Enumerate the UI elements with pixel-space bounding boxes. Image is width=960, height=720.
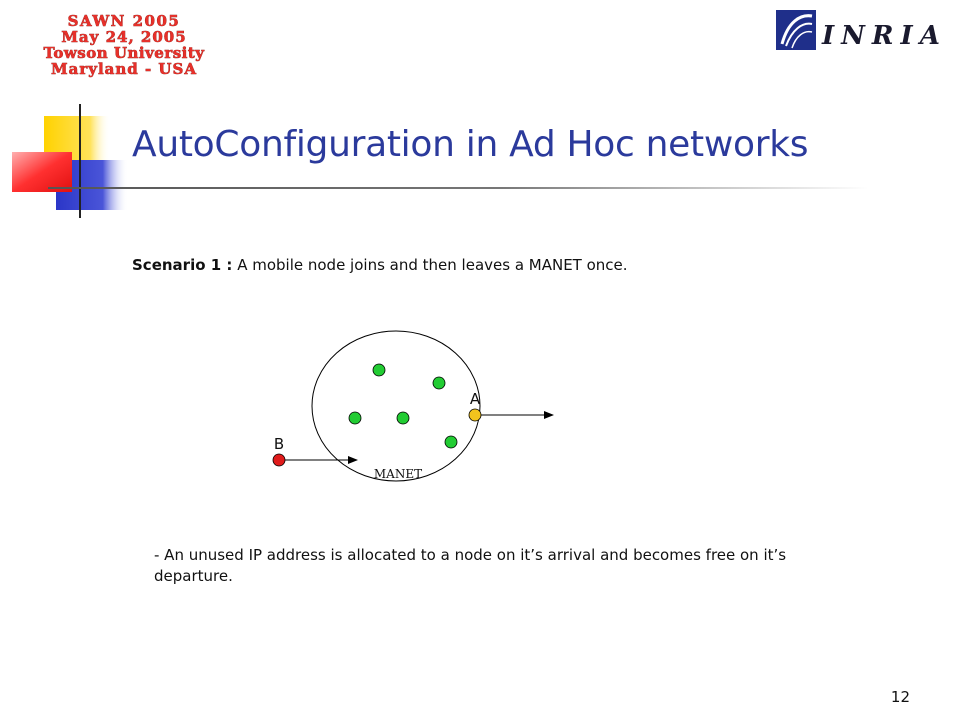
note-text: - An unused IP address is allocated to a node on it’s arrival and becomes free on it’s departure. — [154, 546, 787, 585]
node-b-label: B — [273, 435, 285, 453]
inria-emblem-icon — [776, 10, 816, 50]
scenario-text: A mobile node joins and then leaves a MANET once. — [237, 256, 628, 274]
event-banner — [8, 10, 240, 78]
title-underline — [48, 187, 868, 189]
deco-red-block — [12, 152, 72, 192]
event-banner-line-1: SAWN 2005 — [67, 12, 181, 30]
event-banner-line-4: Maryland - USA — [51, 60, 197, 78]
node-a-label: A — [469, 390, 481, 408]
manet-boundary — [312, 331, 480, 481]
manet-diagram — [260, 330, 580, 500]
node-a — [469, 409, 481, 421]
manet-label: MANET — [373, 467, 423, 481]
title-decoration — [0, 100, 140, 220]
page-number: 12 — [890, 688, 910, 706]
member-node-1 — [373, 364, 385, 376]
inria-logo-text: INRIA — [822, 21, 947, 51]
event-banner-line-2: May 24, 2005 — [61, 28, 187, 46]
member-node-2 — [433, 377, 445, 389]
scenario-label: Scenario 1 : — [132, 256, 233, 274]
node-b — [273, 454, 285, 466]
member-node-4 — [397, 412, 409, 424]
scenario-line — [132, 256, 628, 274]
slide-title: AutoConfiguration in Ad Hoc networks — [132, 124, 809, 165]
event-banner-line-3: Towson University — [43, 44, 205, 62]
member-node-5 — [445, 436, 457, 448]
member-node-3 — [349, 412, 361, 424]
inria-logo — [770, 4, 950, 60]
